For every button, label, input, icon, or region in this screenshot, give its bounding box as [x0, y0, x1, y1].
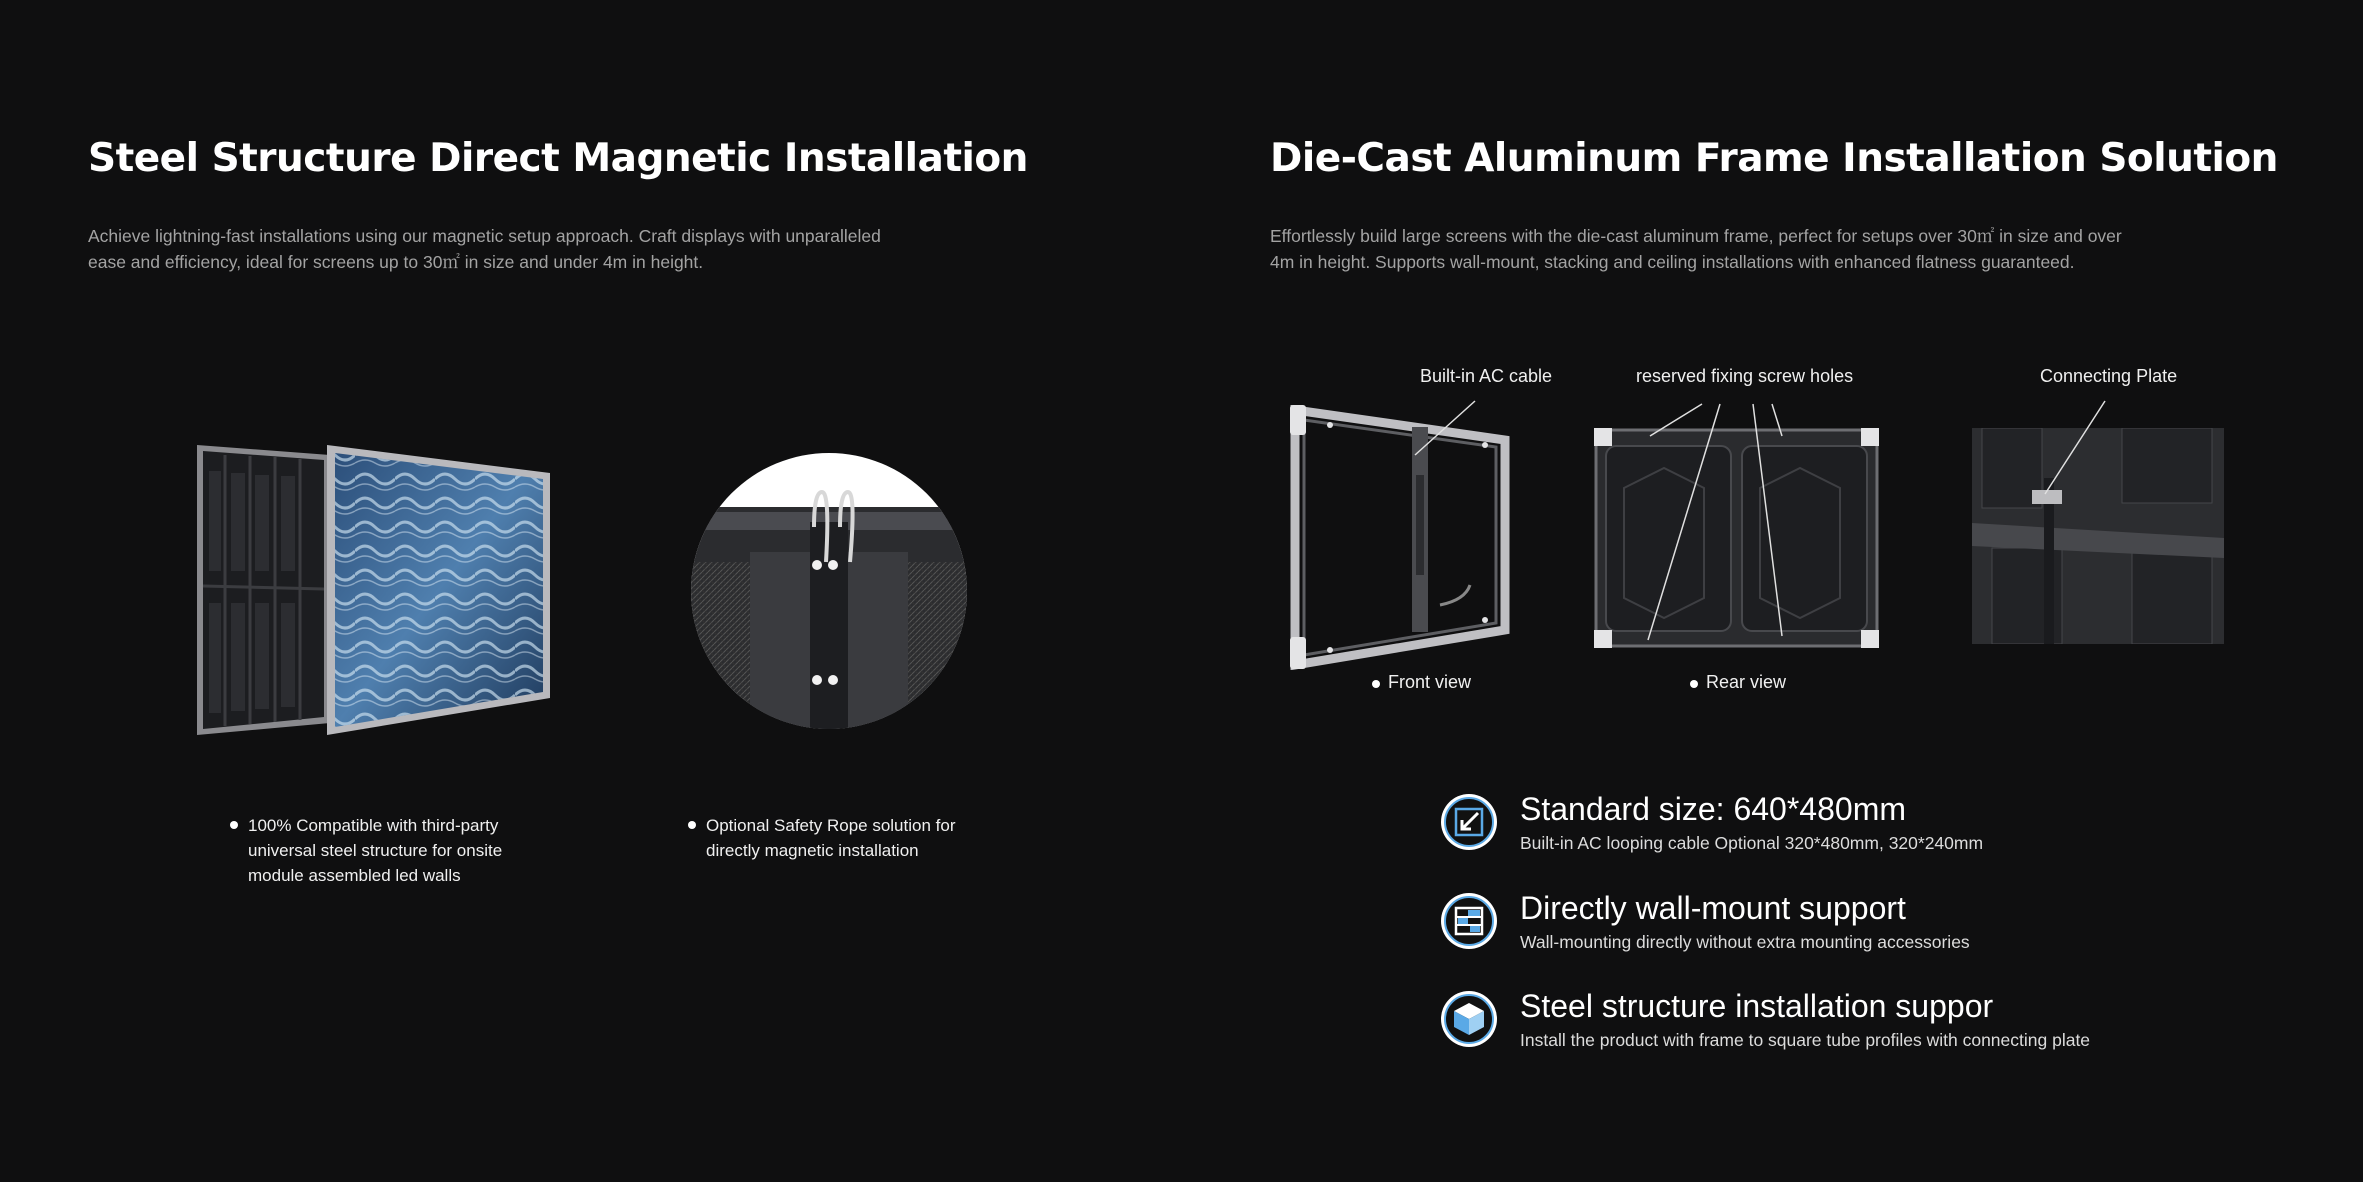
label-built-in-ac-cable: Built-in AC cable	[1420, 366, 1553, 386]
connecting-plate-leader-line	[2040, 398, 2110, 498]
right-intro-line-2: 4m in height. Supports wall-mount, stacking and ceiling installations with enhanced flatness guaranteed.	[1270, 252, 2075, 272]
caption2-line-2: directly magnetic installation	[706, 841, 919, 860]
left-intro-line-1: Achieve lightning-fast installations using our magnetic setup approach. Craft displays with unparalleled	[88, 226, 881, 246]
left-section-title: Steel Structure Direct Magnetic Installation	[88, 136, 1028, 181]
wall-bricks-icon	[1440, 892, 1498, 950]
caption1-line-1: 100% Compatible with third-party	[248, 816, 499, 835]
rear-view-bullet	[1690, 680, 1698, 688]
caption-bullet	[688, 821, 696, 829]
label-reserved-screw-holes: reserved fixing screw holes	[1636, 366, 1854, 386]
magnetic-panels-image	[195, 443, 555, 738]
feature-desc-wall-mount: Wall-mounting directly without extra mounting accessories	[1520, 932, 1970, 952]
safety-rope-image	[690, 452, 968, 730]
screw-holes-leader-lines	[1640, 398, 1790, 648]
resize-arrow-icon	[1440, 793, 1498, 851]
left-caption-1	[248, 813, 502, 888]
cube-icon	[1440, 990, 1498, 1048]
left-section-intro	[88, 223, 988, 275]
ac-cable-leader-line	[1410, 398, 1480, 458]
label-front-view: Front view	[1388, 672, 1472, 692]
feature-desc-standard-size: Built-in AC looping cable Optional 320*480mm, 320*240mm	[1520, 833, 1984, 853]
caption2-line-1: Optional Safety Rope solution for	[706, 816, 956, 835]
right-section-title: Die-Cast Aluminum Frame Installation Solution	[1270, 136, 2278, 181]
label-rear-view: Rear view	[1706, 672, 1787, 692]
feature-desc-steel-structure: Install the product with frame to square tube profiles with connecting plate	[1520, 1030, 2091, 1050]
feature-title-standard-size: Standard size: 640*480mm	[1520, 791, 1906, 827]
caption1-line-2: universal steel structure for onsite	[248, 841, 503, 860]
front-view-frame-image	[1290, 405, 1515, 670]
right-section-intro	[1270, 223, 2170, 275]
left-intro-line-2: ease and efficiency, ideal for screens up to 30㎡ in size and under 4m in height.	[88, 252, 704, 272]
caption-bullet	[230, 821, 238, 829]
feature-title-steel-structure: Steel structure installation suppor	[1520, 988, 1994, 1024]
label-connecting-plate: Connecting Plate	[2040, 366, 2178, 386]
right-intro-line-1: Effortlessly build large screens with the die-cast aluminum frame, perfect for setups over 30㎡ in size and over	[1270, 226, 2122, 246]
front-view-bullet	[1372, 680, 1380, 688]
left-caption-2	[706, 813, 955, 863]
feature-title-wall-mount: Directly wall-mount support	[1520, 890, 1906, 926]
caption1-line-3: module assembled led walls	[248, 866, 461, 885]
